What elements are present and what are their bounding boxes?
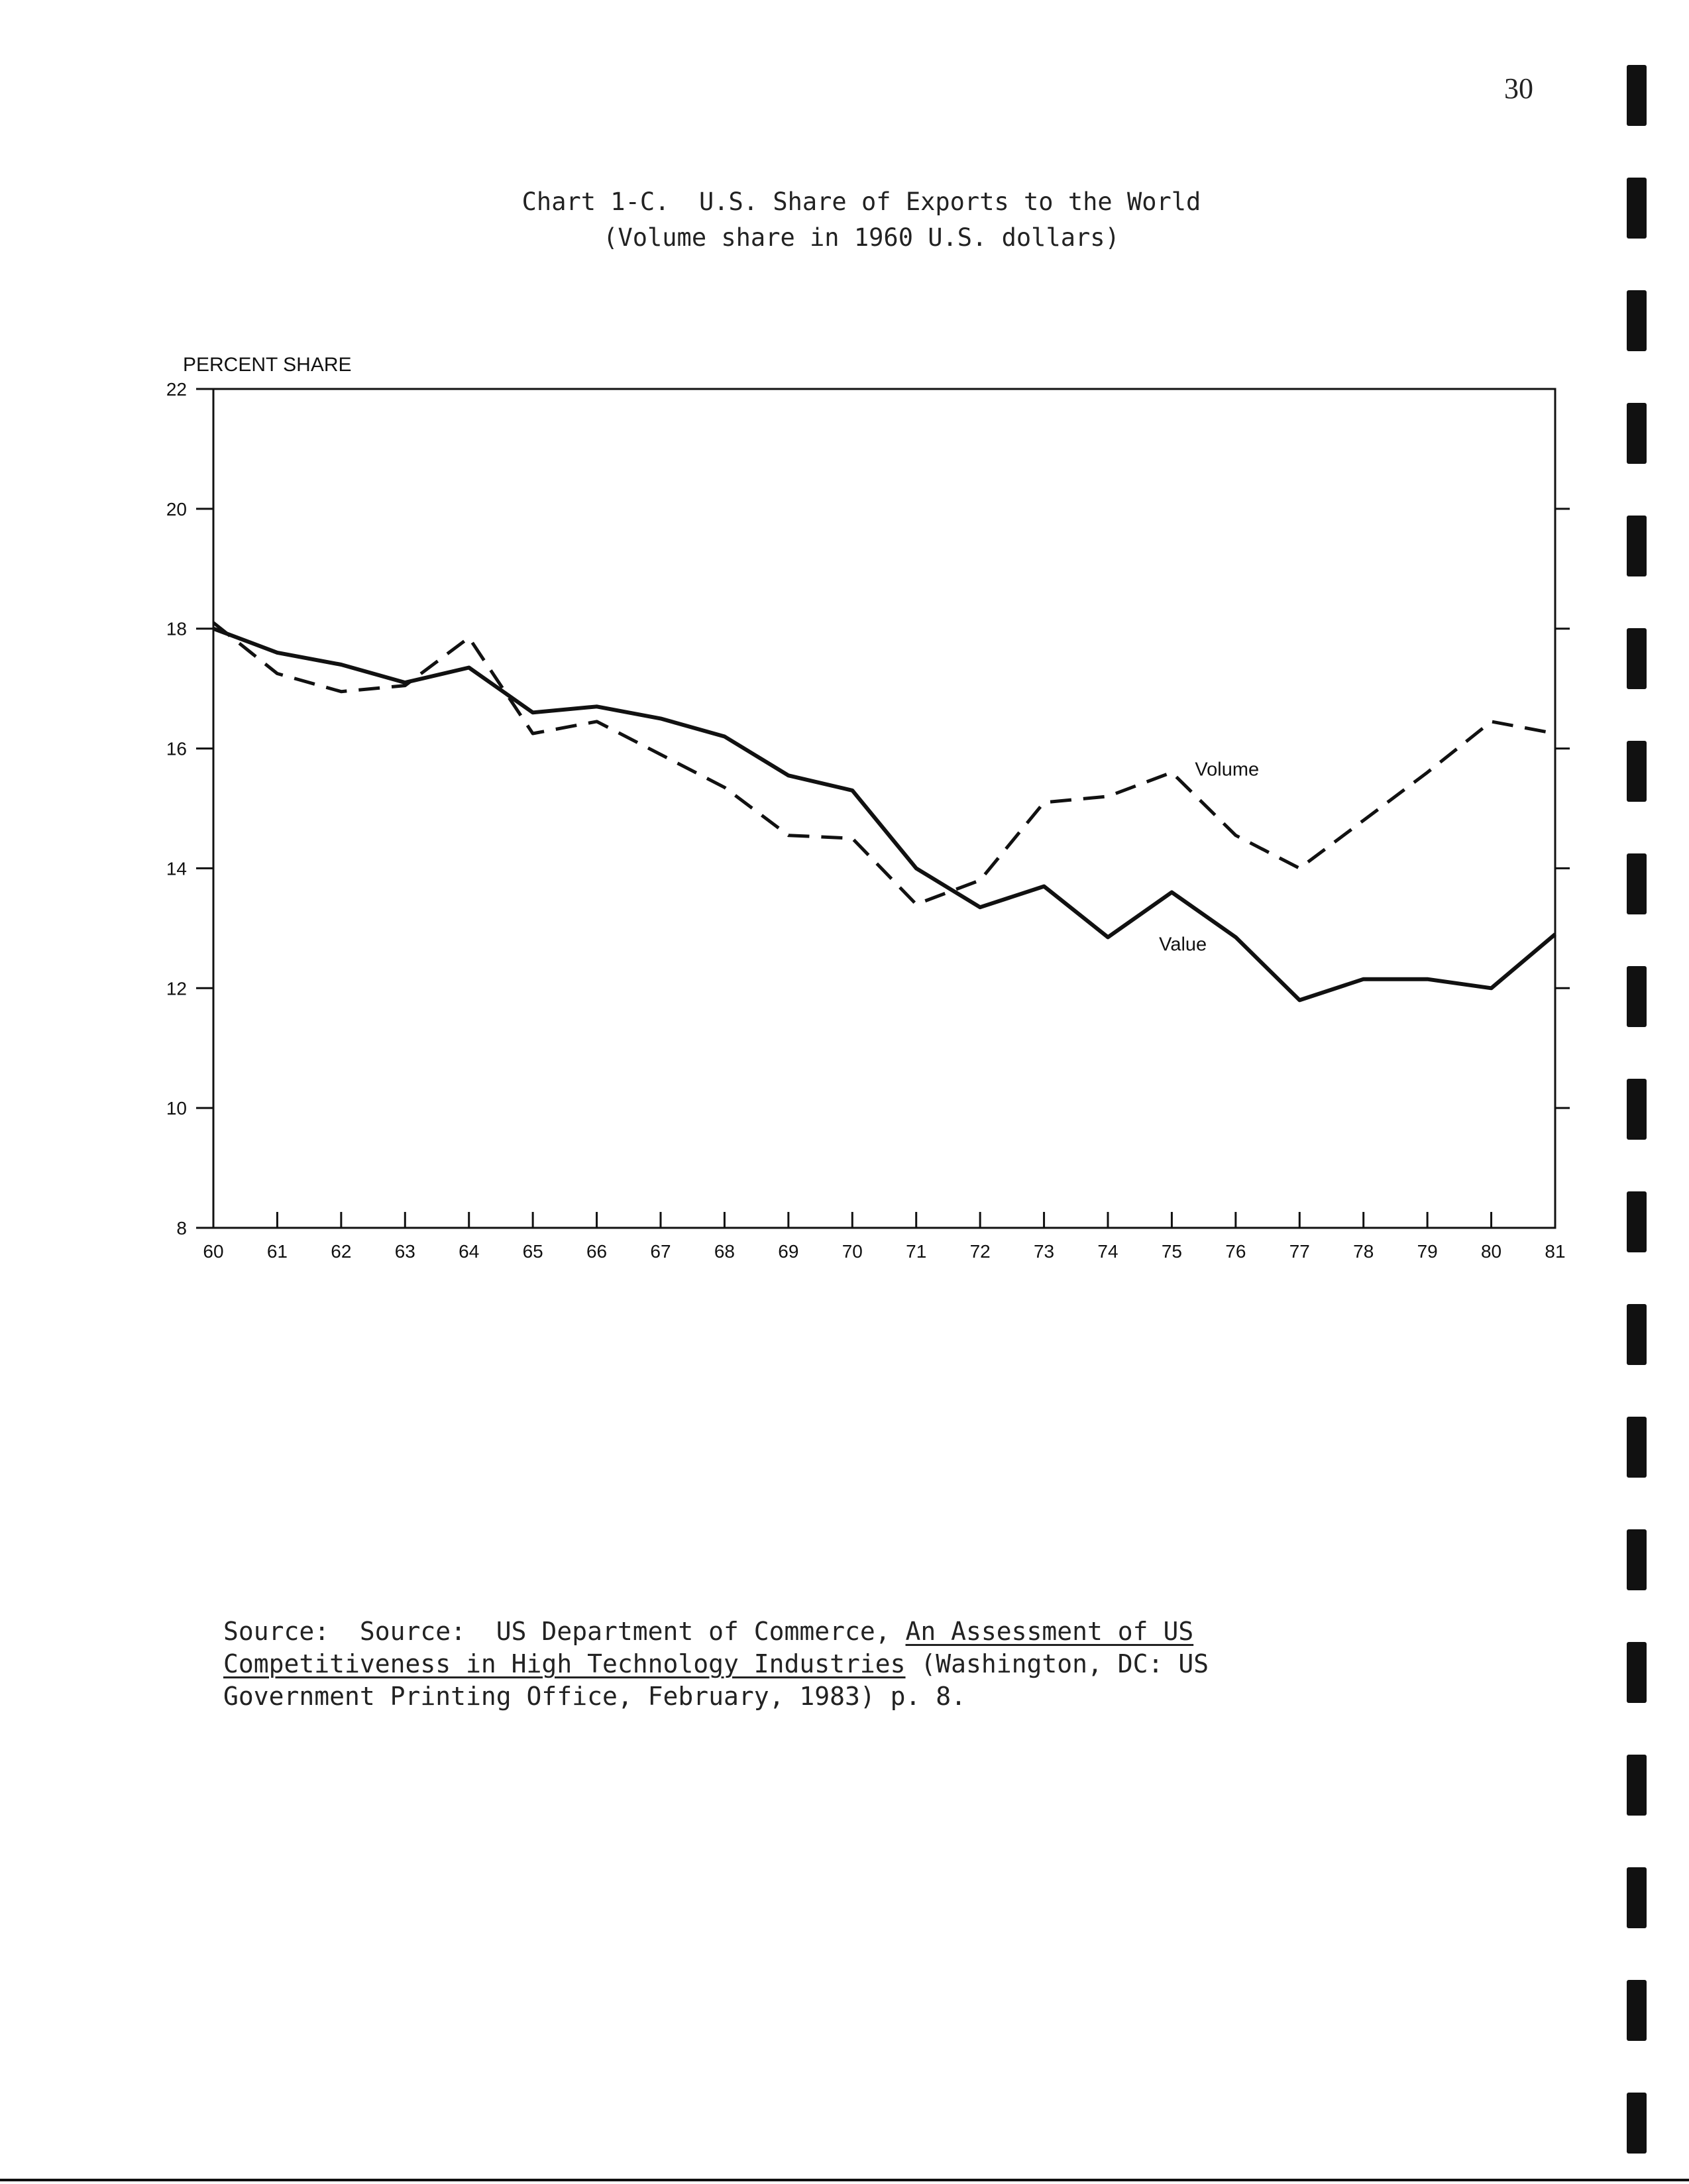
binder-hole	[1627, 1529, 1647, 1590]
chart-title: Chart 1-C. U.S. Share of Exports to the World	[521, 188, 1201, 216]
y-tick-label: 14	[166, 858, 187, 879]
binder-hole	[1627, 853, 1647, 914]
source-text: Source: Source: US Department of Commerce,	[223, 1617, 906, 1646]
x-tick-label: 60	[203, 1241, 224, 1262]
x-tick-label: 74	[1097, 1241, 1118, 1262]
binder-hole	[1627, 403, 1647, 464]
binder-hole	[1627, 1417, 1647, 1478]
binder-hole	[1627, 1642, 1647, 1703]
binder-hole	[1627, 628, 1647, 689]
x-tick-label: 67	[650, 1241, 671, 1262]
source-details: Government Printing Office, February, 1983) p. 8.	[223, 1682, 967, 1711]
x-tick-label: 68	[714, 1241, 736, 1262]
x-tick-label: 78	[1353, 1241, 1374, 1262]
binder-hole	[1627, 1755, 1647, 1816]
series-label-value: Value	[1159, 934, 1207, 956]
y-tick-label: 12	[166, 978, 187, 999]
source-title-part2: Competitiveness in High Technology Industries	[223, 1649, 906, 1678]
source-citation	[223, 1615, 1209, 1713]
x-tick-label: 70	[842, 1241, 863, 1262]
chart-subtitle: (Volume share in 1960 U.S. dollars)	[603, 223, 1120, 252]
x-tick-label: 65	[522, 1241, 543, 1262]
y-axis-label: PERCENT SHARE	[183, 354, 352, 376]
x-tick-label: 66	[586, 1241, 608, 1262]
x-tick-label: 73	[1033, 1241, 1055, 1262]
x-tick-label: 62	[331, 1241, 352, 1262]
plot-frame	[213, 389, 1555, 1228]
series-line-volume	[213, 623, 1555, 904]
x-tick-label: 77	[1289, 1241, 1310, 1262]
binder-hole	[1627, 966, 1647, 1027]
y-tick-label: 8	[176, 1218, 187, 1238]
y-tick-label: 10	[166, 1098, 187, 1119]
binder-hole	[1627, 741, 1647, 802]
y-tick-label: 16	[166, 738, 187, 759]
binder-hole	[1627, 2093, 1647, 2154]
series-label-volume: Volume	[1195, 759, 1260, 781]
x-tick-label: 81	[1545, 1241, 1566, 1262]
binder-hole	[1627, 65, 1647, 126]
x-tick-label: 64	[459, 1241, 480, 1262]
page-number: 30	[1504, 72, 1533, 105]
series-line-value	[213, 629, 1555, 1001]
binder-hole	[1627, 290, 1647, 351]
source-title-part1: An Assessment of US	[905, 1617, 1194, 1646]
x-tick-label: 80	[1480, 1241, 1502, 1262]
x-tick-label: 61	[266, 1241, 288, 1262]
x-tick-label: 63	[394, 1241, 415, 1262]
x-tick-label: 79	[1417, 1241, 1438, 1262]
y-tick-label: 18	[166, 618, 187, 639]
binder-hole	[1627, 1867, 1647, 1928]
binder-hole	[1627, 178, 1647, 239]
x-tick-label: 75	[1161, 1241, 1183, 1262]
page-edge-line	[0, 2179, 1689, 2181]
binder-hole	[1627, 1079, 1647, 1140]
x-tick-label: 72	[969, 1241, 991, 1262]
source-publisher: (Washington, DC: US	[905, 1649, 1209, 1678]
binder-hole	[1627, 1304, 1647, 1365]
x-tick-label: 69	[778, 1241, 799, 1262]
binder-hole	[1627, 516, 1647, 576]
y-tick-label: 22	[166, 379, 187, 400]
x-tick-label: 76	[1225, 1241, 1246, 1262]
binder-hole	[1627, 1191, 1647, 1252]
x-tick-label: 71	[906, 1241, 927, 1262]
y-tick-label: 20	[166, 498, 187, 519]
binder-hole	[1627, 1980, 1647, 2041]
